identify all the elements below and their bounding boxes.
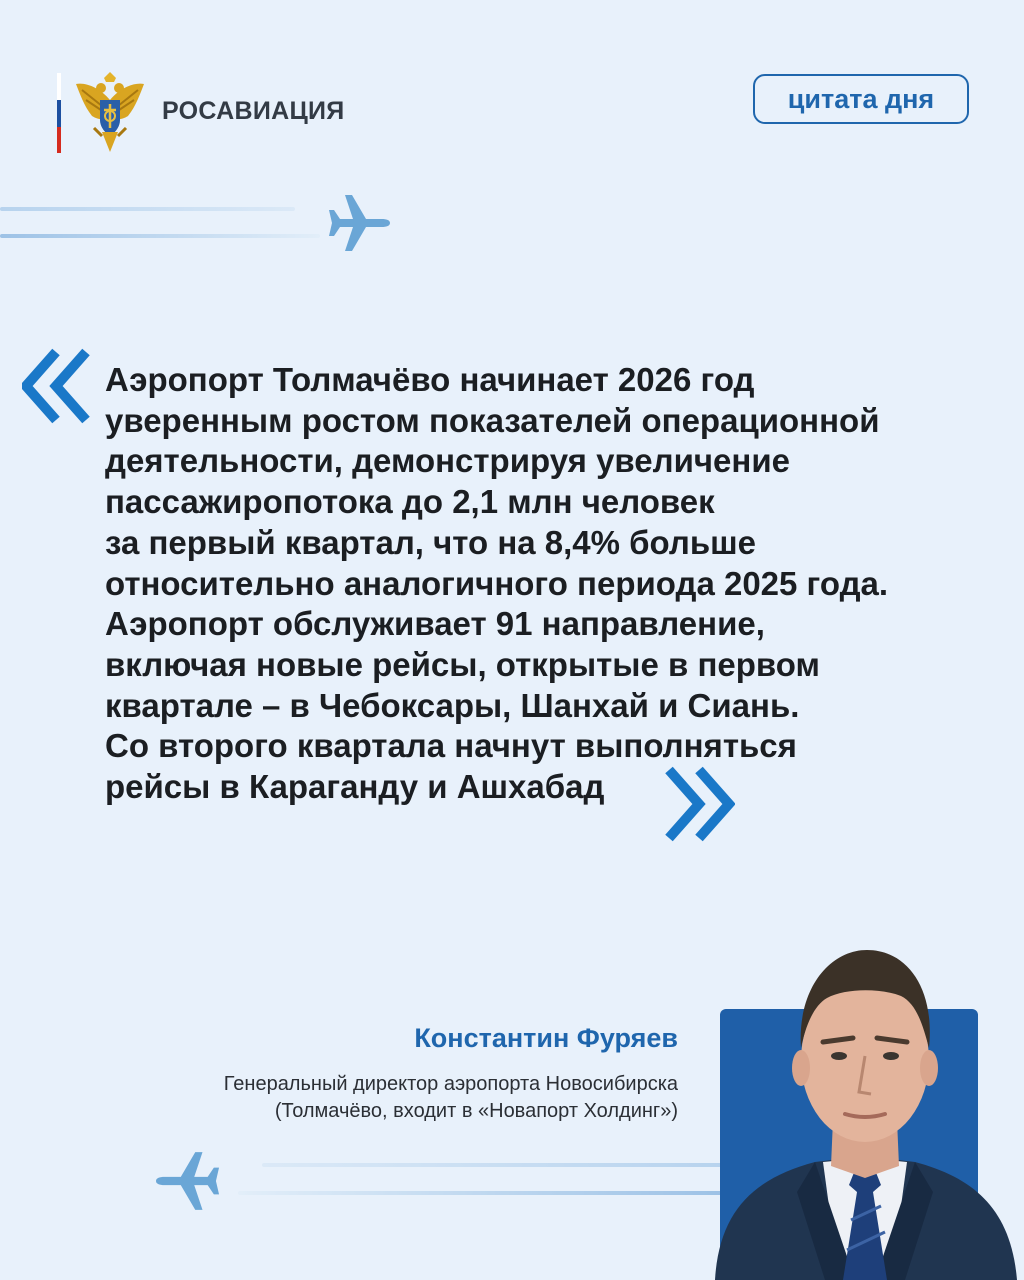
double-chevron-left-icon — [22, 348, 92, 424]
decor-line — [238, 1191, 722, 1195]
decor-line — [0, 207, 295, 211]
russian-flag-stripe — [57, 73, 61, 153]
decor-line — [262, 1163, 722, 1167]
brand-name: РОСАВИАЦИЯ — [162, 97, 345, 125]
airplane-icon — [152, 1150, 222, 1212]
double-chevron-right-icon — [663, 766, 735, 842]
decor-line — [0, 234, 320, 238]
russian-eagle-emblem-icon — [74, 70, 146, 154]
speaker-portrait — [705, 930, 1024, 1280]
airplane-icon — [328, 193, 392, 253]
quote-text: Аэропорт Толмачёво начинает 2026 год уверенным ростом показателей операционной деятельности, демонстрируя увеличение пассажиропотока до 2,1 млн человек за первый квартал, что на 8,4% больше относительно аналогичного периода 2025 года. Аэропорт обслуживает 91 направление, включая новые рейсы, открытые в первом квартале – в Чебоксары, Шанхай и Сиань. Со второго квартала начнут выполняться рейсы в Караганду и Ашхабад — [105, 361, 889, 806]
speaker-role: Генеральный директор аэропорта Новосибирска (Толмачёво, входит в «Новапорт Холдинг») — [223, 1073, 678, 1122]
speaker-name: Константин Фуряев — [414, 1023, 678, 1053]
quote-of-day-badge: цитата дня — [753, 74, 969, 124]
